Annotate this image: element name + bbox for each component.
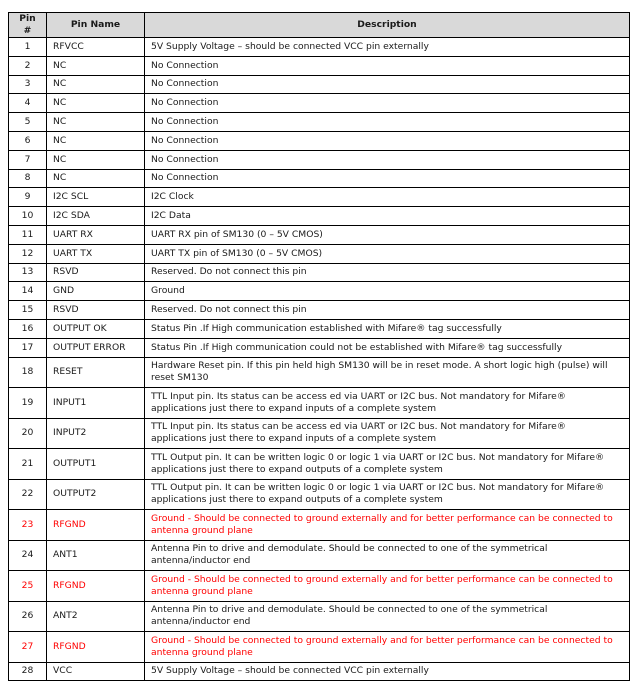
pin-name-cell: NC [47,150,145,169]
description-cell: 5V Supply Voltage – should be connected VCC pin externally [145,38,630,57]
pin-name-cell: NC [47,131,145,150]
table-row [9,38,630,57]
description-cell: Status Pin .If High communication could not be established with Mifare® tag successfully [145,338,630,357]
table-row [9,131,630,150]
table-row [9,75,630,94]
pin-number-cell: 8 [9,169,47,188]
pin-name-cell: OUTPUT OK [47,319,145,338]
table-row [9,540,630,571]
table-row [9,632,630,663]
table-row [9,571,630,602]
description-cell: TTL Output pin. It can be written logic 0 or logic 1 via UART or I2C bus. Not mandatory for Mifare® applications just there to expand outputs of a complete system [145,479,630,510]
pin-name-cell: I2C SDA [47,207,145,226]
pin-number-cell: 5 [9,113,47,132]
pin-number-cell: 27 [9,632,47,663]
table-row [9,662,630,681]
description-cell: Reserved. Do not connect this pin [145,301,630,320]
description-cell: TTL Input pin. Its status can be access ed via UART or I2C bus. Not mandatory for Mifare® applications just there to expand inputs of a complete system [145,418,630,449]
pin-number-cell: 2 [9,56,47,75]
description-cell: Antenna Pin to drive and demodulate. Should be connected to one of the symmetrical antenna/inductor end [145,601,630,632]
table-body [9,38,630,681]
table-header-row [9,13,630,38]
table-row [9,418,630,449]
table-row [9,282,630,301]
pin-number-cell: 10 [9,207,47,226]
table-row [9,150,630,169]
pin-name-cell: UART RX [47,225,145,244]
pin-name-cell: OUTPUT1 [47,449,145,480]
pin-number-cell: 12 [9,244,47,263]
pin-number-cell: 1 [9,38,47,57]
description-cell: No Connection [145,75,630,94]
pin-number-cell: 26 [9,601,47,632]
pin-number-cell: 20 [9,418,47,449]
table-row [9,319,630,338]
table-row [9,449,630,480]
pin-number-cell: 21 [9,449,47,480]
description-cell: UART TX pin of SM130 (0 – 5V CMOS) [145,244,630,263]
pin-name-cell: RSVD [47,301,145,320]
description-cell: Hardware Reset pin. If this pin held high SM130 will be in reset mode. A short logic high (pulse) will reset SM130 [145,357,630,388]
pin-name-cell: RSVD [47,263,145,282]
pin-number-cell: 11 [9,225,47,244]
description-cell: No Connection [145,169,630,188]
table-row [9,338,630,357]
description-cell: UART RX pin of SM130 (0 – 5V CMOS) [145,225,630,244]
table-row [9,479,630,510]
description-cell: Antenna Pin to drive and demodulate. Should be connected to one of the symmetrical antenna/inductor end [145,540,630,571]
pin-number-cell: 17 [9,338,47,357]
pin-name-cell: ANT2 [47,601,145,632]
table-row [9,225,630,244]
pin-number-cell: 6 [9,131,47,150]
table-row [9,510,630,541]
table-row [9,169,630,188]
pin-name-cell: NC [47,113,145,132]
description-cell: No Connection [145,113,630,132]
description-cell: Ground - Should be connected to ground externally and for better performance can be connected to antenna ground plane [145,571,630,602]
pin-name-cell: RFGND [47,571,145,602]
pin-number-cell: 16 [9,319,47,338]
description-cell: Ground - Should be connected to ground externally and for better performance can be connected to antenna ground plane [145,632,630,663]
description-cell: TTL Input pin. Its status can be access ed via UART or I2C bus. Not mandatory for Mifare® applications just there to expand inputs of a complete system [145,388,630,419]
description-cell: TTL Output pin. It can be written logic 0 or logic 1 via UART or I2C bus. Not mandatory for Mifare® applications just there to expand outputs of a complete system [145,449,630,480]
pin-name-cell: NC [47,169,145,188]
description-cell: Status Pin .If High communication established with Mifare® tag successfully [145,319,630,338]
table-row [9,357,630,388]
pin-number-cell: 18 [9,357,47,388]
description-cell: I2C Clock [145,188,630,207]
pin-number-cell: 9 [9,188,47,207]
description-cell: I2C Data [145,207,630,226]
header-description: Description [145,13,630,38]
table-row [9,188,630,207]
header-pin-name: Pin Name [47,13,145,38]
pin-name-cell: VCC [47,662,145,681]
description-cell: No Connection [145,131,630,150]
pin-number-cell: 19 [9,388,47,419]
pin-number-cell: 14 [9,282,47,301]
pin-name-cell: I2C SCL [47,188,145,207]
pin-description-table [8,12,630,681]
table-row [9,301,630,320]
table-row [9,207,630,226]
table-row [9,244,630,263]
pin-number-cell: 22 [9,479,47,510]
pin-name-cell: RFGND [47,632,145,663]
pin-name-cell: OUTPUT2 [47,479,145,510]
description-cell: Reserved. Do not connect this pin [145,263,630,282]
pin-name-cell: RESET [47,357,145,388]
table-row [9,113,630,132]
pin-number-cell: 4 [9,94,47,113]
pin-number-cell: 15 [9,301,47,320]
pin-name-cell: UART TX [47,244,145,263]
pin-name-cell: GND [47,282,145,301]
pin-number-cell: 13 [9,263,47,282]
description-cell: Ground - Should be connected to ground externally and for better performance can be connected to antenna ground plane [145,510,630,541]
header-pin-number: Pin # [9,13,47,38]
pin-number-cell: 25 [9,571,47,602]
description-cell: No Connection [145,150,630,169]
table-row [9,601,630,632]
pin-name-cell: NC [47,75,145,94]
table-row [9,56,630,75]
description-cell: No Connection [145,94,630,113]
pin-name-cell: NC [47,56,145,75]
description-cell: No Connection [145,56,630,75]
pin-number-cell: 24 [9,540,47,571]
pin-number-cell: 3 [9,75,47,94]
pin-name-cell: NC [47,94,145,113]
pin-name-cell: INPUT1 [47,388,145,419]
table-row [9,388,630,419]
pin-name-cell: INPUT2 [47,418,145,449]
table-row [9,94,630,113]
description-cell: 5V Supply Voltage – should be connected VCC pin externally [145,662,630,681]
description-cell: Ground [145,282,630,301]
pin-name-cell: RFVCC [47,38,145,57]
pin-name-cell: OUTPUT ERROR [47,338,145,357]
pin-name-cell: ANT1 [47,540,145,571]
pin-number-cell: 7 [9,150,47,169]
pin-name-cell: RFGND [47,510,145,541]
table-row [9,263,630,282]
pin-number-cell: 28 [9,662,47,681]
pin-number-cell: 23 [9,510,47,541]
